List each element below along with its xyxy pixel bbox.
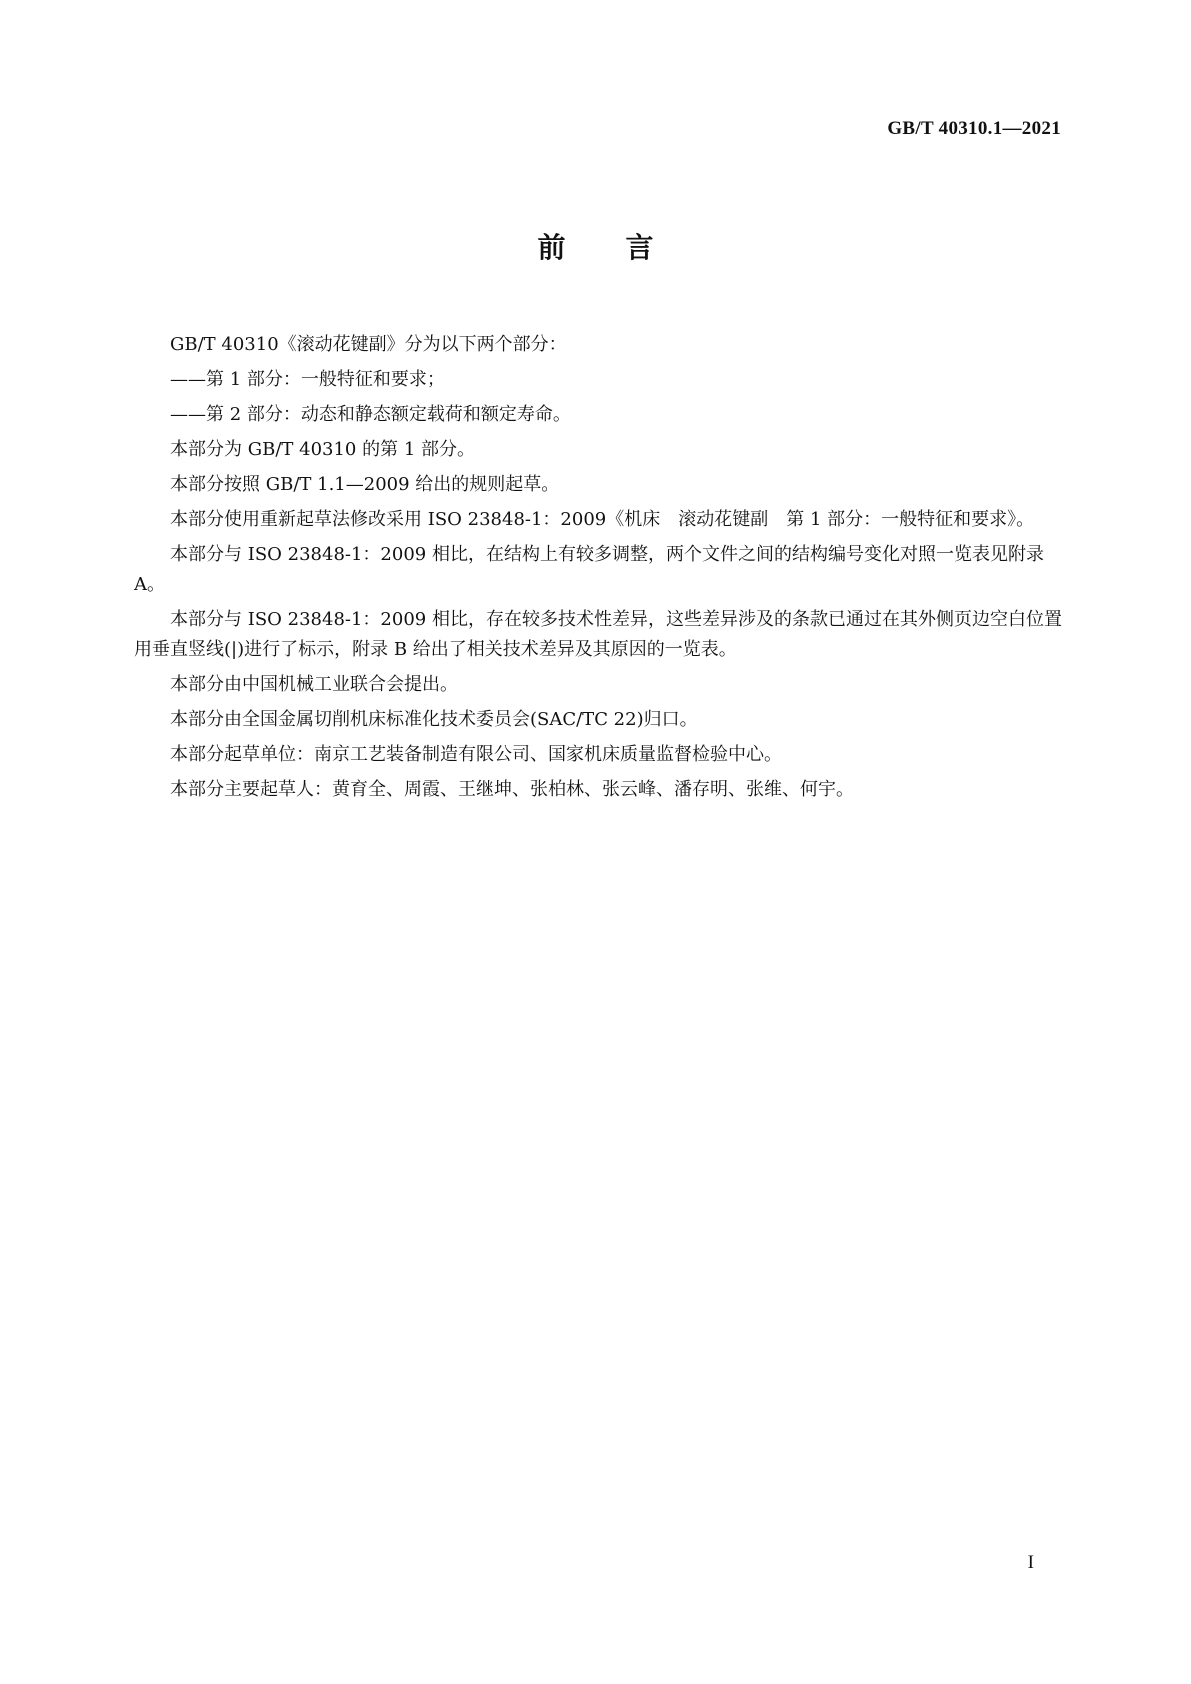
paragraph-technical-differences: 本部分与 ISO 23848-1：2009 相比，存在较多技术性差异，这些差异涉及的条款已通过在其外侧页边空白位置用垂直竖线(|)进行了标示，附录 B 给出了相关技术差异及其原因的一览表。 [134, 609, 1062, 660]
paragraph-drafting-units: 本部分起草单位：南京工艺装备制造有限公司、国家机床质量监督检验中心。 [170, 744, 782, 765]
paragraph-part-1: ——第 1 部分：一般特征和要求； [170, 369, 445, 390]
paragraph-this-part: 本部分为 GB/T 40310 的第 1 部分。 [170, 439, 475, 460]
paragraph-iso-adoption: 本部分使用重新起草法修改采用 ISO 23848-1：2009《机床 滚动花键副 第 1 部分：一般特征和要求》。 [170, 509, 1035, 530]
paragraph-drafting-rules: 本部分按照 GB/T 1.1—2009 给出的规则起草。 [170, 474, 560, 495]
paragraph-main-drafters: 本部分主要起草人：黄育全、周霞、王继坤、张柏林、张云峰、潘存明、张维、何宇。 [170, 779, 854, 800]
paragraph-part-2: ——第 2 部分：动态和静态额定载荷和额定寿命。 [170, 404, 571, 425]
paragraph-centralized-by: 本部分由全国金属切削机床标准化技术委员会(SAC/TC 22)归口。 [170, 709, 698, 730]
paragraph-structure-changes: 本部分与 ISO 23848-1：2009 相比，在结构上有较多调整，两个文件之间的结构编号变化对照一览表见附录 A。 [134, 544, 1044, 595]
page-title: 前言 [537, 231, 714, 264]
paragraph-parts-intro: GB/T 40310《滚动花键副》分为以下两个部分： [170, 334, 567, 355]
page-number: I [1027, 1552, 1034, 1573]
foreword-body [134, 330, 1062, 805]
standard-number-header: GB/T 40310.1—2021 [887, 118, 1061, 139]
paragraph-proposed-by: 本部分由中国机械工业联合会提出。 [170, 674, 458, 695]
